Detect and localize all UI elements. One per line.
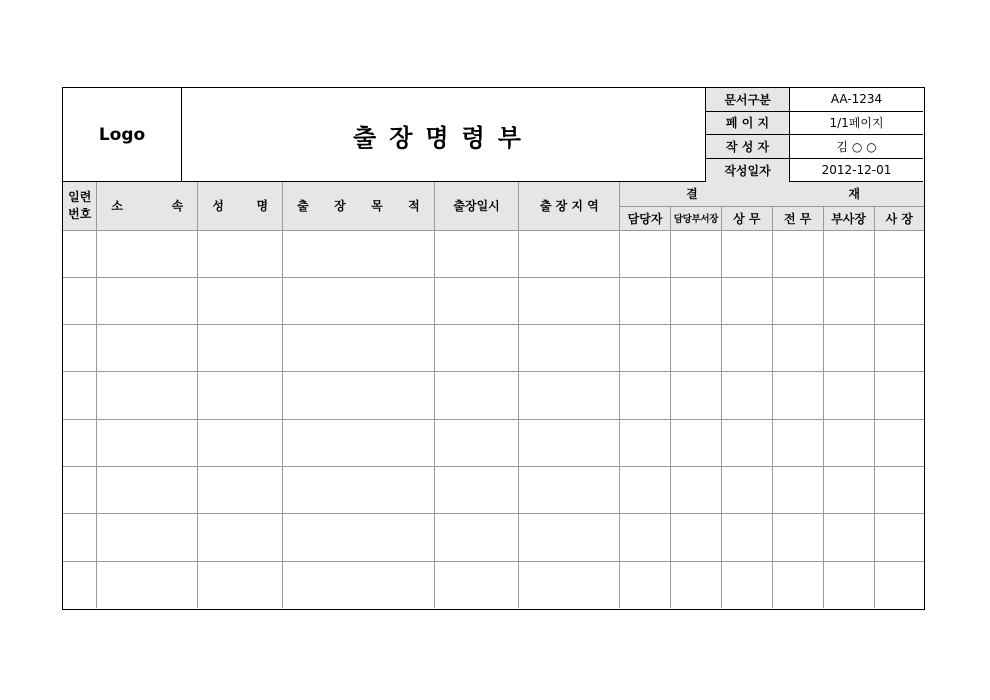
table-cell[interactable]: [434, 230, 519, 277]
table-cell[interactable]: [670, 230, 721, 277]
document-meta-table: [706, 88, 923, 182]
col-approval: [620, 182, 924, 206]
col-trip-region: 출 장 지 역: [519, 182, 620, 230]
table-row: [63, 372, 924, 419]
table-cell[interactable]: [874, 230, 924, 277]
table-cell[interactable]: [772, 514, 823, 561]
table-cell[interactable]: [874, 277, 924, 324]
table-cell[interactable]: [519, 325, 620, 372]
table-cell[interactable]: [874, 372, 924, 419]
meta-row-page: [706, 112, 923, 136]
table-cell[interactable]: [823, 230, 874, 277]
table-cell[interactable]: [823, 325, 874, 372]
col-name-char: 명: [256, 199, 269, 214]
table-cell[interactable]: [823, 372, 874, 419]
table-cell[interactable]: [721, 561, 772, 608]
table-cell[interactable]: [620, 277, 671, 324]
table-cell[interactable]: [198, 561, 283, 608]
table-cell[interactable]: [519, 277, 620, 324]
table-row: [63, 466, 924, 513]
table-cell[interactable]: [198, 419, 283, 466]
meta-value: 김 ○ ○: [836, 139, 877, 154]
col-purpose-char: 적: [408, 199, 420, 214]
table-cell[interactable]: [198, 325, 283, 372]
table-cell[interactable]: [721, 514, 772, 561]
table-cell[interactable]: [198, 466, 283, 513]
table-cell[interactable]: [721, 230, 772, 277]
table-cell[interactable]: [874, 419, 924, 466]
table-cell[interactable]: [519, 372, 620, 419]
table-cell[interactable]: [519, 561, 620, 608]
table-cell[interactable]: [434, 419, 519, 466]
col-trip-datetime: 출장일시: [434, 182, 519, 230]
col-approval-staff: 담당자: [620, 206, 671, 230]
table-cell[interactable]: [772, 372, 823, 419]
table-cell[interactable]: [874, 325, 924, 372]
meta-row-author: [706, 135, 923, 159]
col-serial-number: [63, 182, 97, 230]
table-cell[interactable]: [670, 419, 721, 466]
table-cell[interactable]: [670, 325, 721, 372]
table-cell[interactable]: [721, 277, 772, 324]
col-approval-vice-president: 부사장: [823, 206, 874, 230]
table-cell[interactable]: [434, 325, 519, 372]
table-cell[interactable]: [434, 514, 519, 561]
table-cell[interactable]: [620, 514, 671, 561]
table-cell[interactable]: [97, 561, 198, 608]
table-cell[interactable]: [283, 561, 435, 608]
table-cell[interactable]: [198, 514, 283, 561]
table-cell[interactable]: [283, 325, 435, 372]
meta-row-doc-type: [706, 88, 923, 112]
table-cell[interactable]: [519, 466, 620, 513]
meta-label: 페 이 지: [706, 112, 790, 135]
col-name: [198, 182, 283, 230]
table-cell[interactable]: [772, 466, 823, 513]
table-cell[interactable]: [63, 372, 97, 419]
col-approval-dept-head: 담당부서장: [670, 206, 721, 230]
table-cell[interactable]: [283, 514, 435, 561]
col-approval-executive-director: 전 무: [772, 206, 823, 230]
table-cell[interactable]: [620, 230, 671, 277]
table-cell[interactable]: [283, 277, 435, 324]
table-cell[interactable]: [823, 514, 874, 561]
table-cell[interactable]: [97, 514, 198, 561]
table-cell[interactable]: [823, 561, 874, 608]
table-cell[interactable]: [772, 277, 823, 324]
table-cell[interactable]: [620, 466, 671, 513]
document-header: [63, 88, 923, 182]
table-cell[interactable]: [97, 325, 198, 372]
col-serial-line1: 일련: [68, 189, 92, 204]
table-cell[interactable]: [620, 372, 671, 419]
col-affiliation-char: 속: [171, 199, 184, 214]
table-row: [63, 230, 924, 277]
col-affiliation-char: 소: [111, 199, 123, 214]
meta-label: 문서구분: [706, 88, 790, 111]
table-cell[interactable]: [670, 466, 721, 513]
table-cell[interactable]: [283, 372, 435, 419]
table-cell[interactable]: [434, 561, 519, 608]
table-cell[interactable]: [63, 514, 97, 561]
meta-value: AA-1234: [830, 92, 883, 107]
table-cell[interactable]: [620, 325, 671, 372]
table-cell[interactable]: [772, 561, 823, 608]
document-frame: [62, 87, 925, 610]
table-cell[interactable]: [283, 419, 435, 466]
table-cell[interactable]: [670, 514, 721, 561]
table-cell[interactable]: [63, 419, 97, 466]
logo: Logo: [63, 88, 182, 182]
meta-value: 2012-12-01: [821, 163, 892, 178]
table-row: [63, 514, 924, 561]
meta-label: 작 성 자: [706, 135, 790, 158]
meta-row-date: [706, 159, 923, 183]
table-cell[interactable]: [198, 372, 283, 419]
table-cell[interactable]: [63, 561, 97, 608]
table-cell[interactable]: [283, 230, 435, 277]
meta-value: 1/1페이지: [829, 116, 884, 131]
table-cell[interactable]: [63, 277, 97, 324]
table-cell[interactable]: [874, 466, 924, 513]
table-cell[interactable]: [63, 325, 97, 372]
meta-label: 작성일자: [706, 159, 790, 183]
table-row: [63, 561, 924, 608]
col-purpose-char: 출: [297, 199, 309, 214]
table-cell[interactable]: [823, 277, 874, 324]
table-cell[interactable]: [772, 230, 823, 277]
table-cell[interactable]: [519, 514, 620, 561]
col-serial-line2: 번호: [68, 206, 92, 221]
table-cell[interactable]: [874, 561, 924, 608]
table-cell[interactable]: [519, 230, 620, 277]
table-cell[interactable]: [721, 325, 772, 372]
business-trip-table: [63, 182, 924, 608]
table-cell[interactable]: [823, 466, 874, 513]
table-cell[interactable]: [823, 419, 874, 466]
table-cell[interactable]: [670, 561, 721, 608]
table-body: [63, 230, 924, 608]
table-cell[interactable]: [63, 230, 97, 277]
table-cell[interactable]: [434, 277, 519, 324]
col-name-char: 성: [212, 199, 224, 214]
table-cell[interactable]: [198, 230, 283, 277]
col-purpose-char: 장: [334, 199, 346, 214]
table-row: [63, 277, 924, 324]
col-approval-char: 재: [848, 187, 860, 202]
table-row: [63, 325, 924, 372]
col-affiliation: [97, 182, 198, 230]
table-cell[interactable]: [874, 514, 924, 561]
table-cell[interactable]: [721, 372, 772, 419]
table-cell[interactable]: [772, 325, 823, 372]
table-cell[interactable]: [97, 372, 198, 419]
table-cell[interactable]: [97, 277, 198, 324]
table-cell[interactable]: [620, 561, 671, 608]
table-cell[interactable]: [63, 466, 97, 513]
col-approval-char: 결: [686, 187, 698, 202]
col-approval-managing-director: 상 무: [721, 206, 772, 230]
col-purpose: [283, 182, 435, 230]
table-cell[interactable]: [772, 419, 823, 466]
table-cell[interactable]: [97, 230, 198, 277]
table-cell[interactable]: [721, 419, 772, 466]
table-cell[interactable]: [97, 466, 198, 513]
table-cell[interactable]: [519, 419, 620, 466]
table-cell[interactable]: [721, 466, 772, 513]
table-cell[interactable]: [434, 466, 519, 513]
table-row: [63, 419, 924, 466]
table-cell[interactable]: [620, 419, 671, 466]
table-cell[interactable]: [283, 466, 435, 513]
table-cell[interactable]: [670, 372, 721, 419]
table-cell[interactable]: [434, 372, 519, 419]
col-purpose-char: 목: [371, 199, 383, 214]
col-approval-president: 사 장: [874, 206, 924, 230]
table-cell[interactable]: [198, 277, 283, 324]
table-cell[interactable]: [670, 277, 721, 324]
document-title: 출장명령부: [182, 88, 706, 182]
table-cell[interactable]: [97, 419, 198, 466]
